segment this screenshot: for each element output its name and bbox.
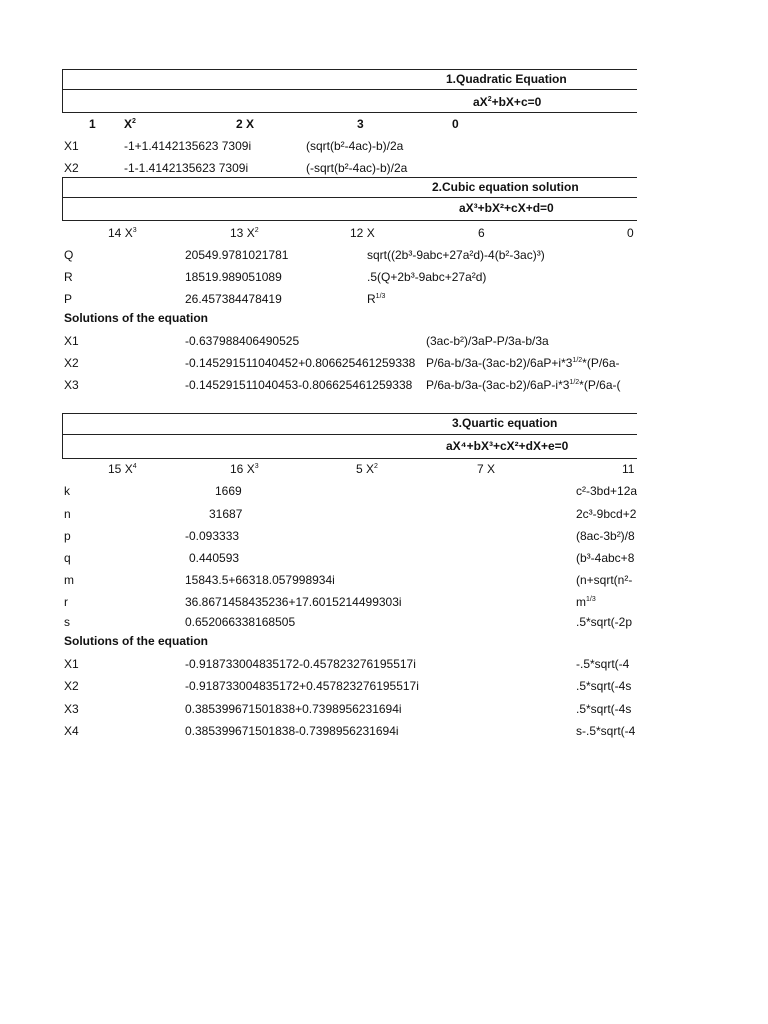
cubic-title: 2.Cubic equation solution <box>432 180 579 194</box>
quartic-row-formula: (8ac-3b²)/8 <box>576 529 635 543</box>
cubic-solution-value: -0.145291511040453-0.806625461259338 <box>185 378 413 392</box>
cubic-row-value: 18519.989051089 <box>185 270 282 284</box>
cubic-row-label: R <box>64 270 73 284</box>
cubic-row-label: Q <box>64 248 74 262</box>
quartic-row-label: s <box>64 615 70 629</box>
quartic-coef-e: 11 <box>622 462 635 476</box>
quartic-coef-d: 7 X <box>477 462 496 476</box>
quadratic-row-value: -1-1.4142135623 7309i <box>124 161 249 175</box>
quadratic-row-label: X1 <box>64 139 79 153</box>
quartic-solution-label: X2 <box>64 679 79 693</box>
quartic-row-label: m <box>64 573 74 587</box>
quartic-row-formula: (b³-4abc+8 <box>576 551 635 565</box>
cubic-row-formula: .5(Q+2b³-9abc+27a²d) <box>367 270 487 284</box>
quartic-solution-formula: s-.5*sqrt(-4 <box>576 724 636 738</box>
quartic-general-form: aX⁴+bX³+cX²+dX+e=0 <box>446 439 569 453</box>
quartic-solution-label: X4 <box>64 724 79 738</box>
quartic-row-formula: (n+sqrt(n²- <box>576 573 633 587</box>
quadratic-row-label: X2 <box>64 161 79 175</box>
quartic-row-value: 15843.5+66318.057998934i <box>185 573 335 587</box>
quartic-solution-value: 0.385399671501838-0.7398956231694i <box>185 724 399 738</box>
quartic-row-formula: c²-3bd+12a <box>576 484 637 498</box>
cubic-solution-label: X2 <box>64 356 79 370</box>
quadratic-header-divider <box>62 89 637 90</box>
cubic-coef-c: 12 X <box>350 226 375 240</box>
quartic-row-value: 0.440593 <box>189 551 240 565</box>
quartic-solution-formula: .5*sqrt(-4s <box>576 702 632 716</box>
quadratic-row-formula: (-sqrt(b²-4ac)-b)/2a <box>306 161 408 175</box>
cubic-solution-label: X3 <box>64 378 79 392</box>
cubic-solution-label: X1 <box>64 334 79 348</box>
quartic-row-label: n <box>64 507 71 521</box>
quartic-solution-label: X1 <box>64 657 79 671</box>
quadratic-coef-a: 1 <box>89 117 96 131</box>
cubic-row-value: 26.457384478419 <box>185 292 282 306</box>
quartic-row-formula: .5*sqrt(-2p <box>576 615 633 629</box>
cubic-coef-d: 6 <box>478 226 485 240</box>
cubic-solution-formula: $P/6a-b/3a-(3ac-b2)/6aP-i*3^{1/2}*(P/6a-$( <box>426 378 621 392</box>
quadratic-coef-const: 0 <box>452 117 459 131</box>
quartic-title: 3.Quartic equation <box>452 416 558 430</box>
cubic-solutions-heading: Solutions of the equation <box>64 311 208 325</box>
cubic-row-formula: $R^{1/3}$ <box>367 292 386 306</box>
quartic-row-value: 36.8671458435236+17.6015214499303i <box>185 595 402 609</box>
quartic-row-value: 0.652066338168505 <box>185 615 296 629</box>
quartic-coef-b: 16 $X^3$ <box>230 462 259 476</box>
quartic-row-label: p <box>64 529 71 543</box>
quartic-row-formula: 2c³-9bcd+2 <box>576 507 637 521</box>
quadratic-coef-b: 2 X <box>236 117 255 131</box>
quartic-row-value: 1669 <box>215 484 242 498</box>
cubic-solution-value: -0.637988406490525 <box>185 334 300 348</box>
cubic-header-divider <box>62 197 637 198</box>
quartic-row-formula: $m^{1/3}$ <box>576 595 596 609</box>
cubic-coef-b: 13 $X^2$ <box>230 226 259 240</box>
cubic-row-label: P <box>64 292 73 306</box>
quartic-solution-value: -0.918733004835172+0.457823276195517i <box>185 679 419 693</box>
quadratic-row-formula: (sqrt(b²-4ac)-b)/2a <box>306 139 404 153</box>
cubic-coef-const: 0 <box>627 226 634 240</box>
quartic-coef-a: 15 $X^4$ <box>108 462 137 476</box>
cubic-row-formula: sqrt((2b³-9abc+27a²d)-4(b²-3ac)³) <box>367 248 545 262</box>
quartic-row-label: k <box>64 484 70 498</box>
cubic-row-value: 20549.9781021781 <box>185 248 289 262</box>
quartic-solution-label: X3 <box>64 702 79 716</box>
quartic-solution-value: 0.385399671501838+0.7398956231694i <box>185 702 402 716</box>
cubic-solution-value: -0.145291511040452+0.806625461259338 <box>185 356 416 370</box>
quadratic-coef-c: 3 <box>357 117 364 131</box>
quartic-header-divider <box>62 434 637 435</box>
quartic-solution-value: -0.918733004835172-0.457823276195517i <box>185 657 416 671</box>
cubic-solution-formula: (3ac-b²)/3aP-P/3a-b/3a <box>426 334 549 348</box>
quartic-row-label: q <box>64 551 71 565</box>
quartic-row-value: 31687 <box>209 507 243 521</box>
cubic-general-form: aX³+bX²+cX+d=0 <box>459 201 554 215</box>
quartic-solution-formula: -.5*sqrt(-4 <box>576 657 630 671</box>
quadratic-general-form: $aX^2+bX+c=0$ <box>473 95 542 109</box>
cubic-coef-a: 14 $X^3$ <box>108 226 137 240</box>
quartic-coef-c: 5 $X^2$ <box>356 462 378 476</box>
quadratic-coef-label-x2: $X^2$ <box>124 117 136 131</box>
cubic-solution-formula: $P/6a-b/3a-(3ac-b2)/6aP+i*3^{1/2}*(P/6a-$ <box>426 356 620 370</box>
quartic-solution-formula: .5*sqrt(-4s <box>576 679 632 693</box>
quartic-row-label: r <box>64 595 68 609</box>
quadratic-row-value: -1+1.4142135623 7309i <box>124 139 252 153</box>
quartic-row-value: -0.093333 <box>185 529 240 543</box>
quadratic-title: 1.Quadratic Equation <box>446 72 567 86</box>
quartic-solutions-heading: Solutions of the equation <box>64 634 208 648</box>
